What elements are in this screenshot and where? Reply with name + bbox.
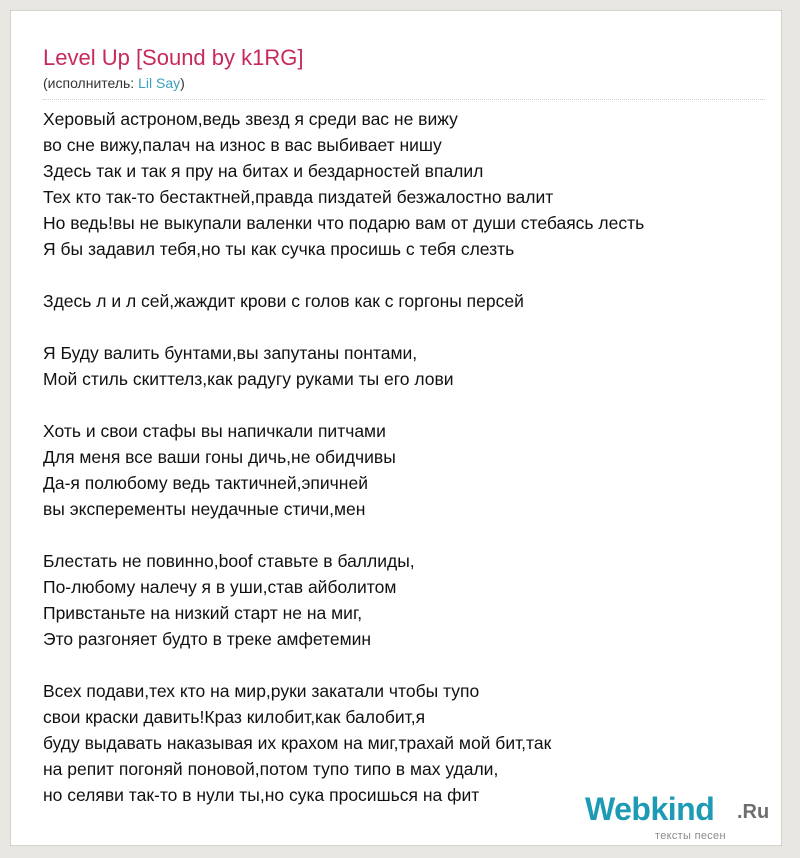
- logo-tld-text: .Ru: [737, 801, 770, 823]
- lyric-line: на репит погоняй поновой,потом тупо типо в мах удали,: [43, 759, 499, 779]
- header-divider: [43, 99, 765, 100]
- artist-suffix: ): [180, 75, 185, 91]
- artist-line: [43, 75, 185, 91]
- lyric-line: Блестать не повинно,boof ставьте в баллиды,: [43, 551, 415, 571]
- logo-tagline: тексты песен: [655, 830, 726, 842]
- lyric-line: Я Буду валить бунтами,вы запутаны понтами,: [43, 343, 418, 363]
- lyric-line: Для меня все ваши гоны дичь,не обидчивы: [43, 447, 396, 467]
- artist-link[interactable]: Lil Say: [138, 75, 181, 91]
- lyric-line: свои краски давить!Краз килобит,как балобит,я: [43, 707, 426, 727]
- logo-main-text: Webkind: [585, 791, 715, 827]
- lyric-line: но селяви так-то в нули ты,но сука просишься на фит: [43, 785, 480, 805]
- lyric-line: По-любому налечу я в уши,став айболитом: [43, 577, 397, 597]
- lyrics-text: [43, 106, 768, 808]
- lyric-line: [43, 652, 768, 678]
- lyric-line: Но ведь!вы не выкупали валенки что подарю вам от души стебаясь лесть: [43, 213, 645, 233]
- lyric-line: Это разгоняет будто в треке амфетемин: [43, 629, 372, 649]
- lyric-line: Тех кто так-то бестактней,правда пиздатей безжалостно валит: [43, 187, 554, 207]
- lyric-line: Я бы задавил тебя,но ты как сучка просишь с тебя слезть: [43, 239, 515, 259]
- lyrics-card: [10, 10, 782, 846]
- lyric-line: [43, 262, 768, 288]
- lyric-line: Здесь л и л сей,жаждит крови с голов как с горгоны персей: [43, 291, 524, 311]
- lyric-line: Хоть и свои стафы вы напичкали питчами: [43, 421, 386, 441]
- lyric-line: Здесь так и так я пру на битах и бездарностей впалил: [43, 161, 484, 181]
- lyric-line: [43, 392, 768, 418]
- lyric-line: Привстаньте на низкий старт не на миг,: [43, 603, 363, 623]
- lyric-line: Мой стиль скиттелз,как радугу руками ты его лови: [43, 369, 454, 389]
- lyric-line: во сне вижу,палач на износ в вас выбивает нишу: [43, 135, 442, 155]
- lyric-line: [43, 522, 768, 548]
- artist-prefix: (исполнитель:: [43, 75, 139, 91]
- lyric-line: буду выдавать наказывая их крахом на миг,трахай мой бит,так: [43, 733, 552, 753]
- song-title: Level Up [Sound by k1RG]: [43, 45, 304, 70]
- lyric-line: вы эксперементы неудачные стичи,мен: [43, 499, 366, 519]
- lyric-line: Херовый астроном,ведь звезд я среди вас не вижу: [43, 109, 458, 129]
- lyric-line: Всех подави,тех кто на мир,руки закатали чтобы тупо: [43, 681, 480, 701]
- lyric-line: [43, 314, 768, 340]
- webkind-logo[interactable]: [585, 791, 785, 851]
- lyric-line: Да-я полюбому ведь тактичней,эпичней: [43, 473, 368, 493]
